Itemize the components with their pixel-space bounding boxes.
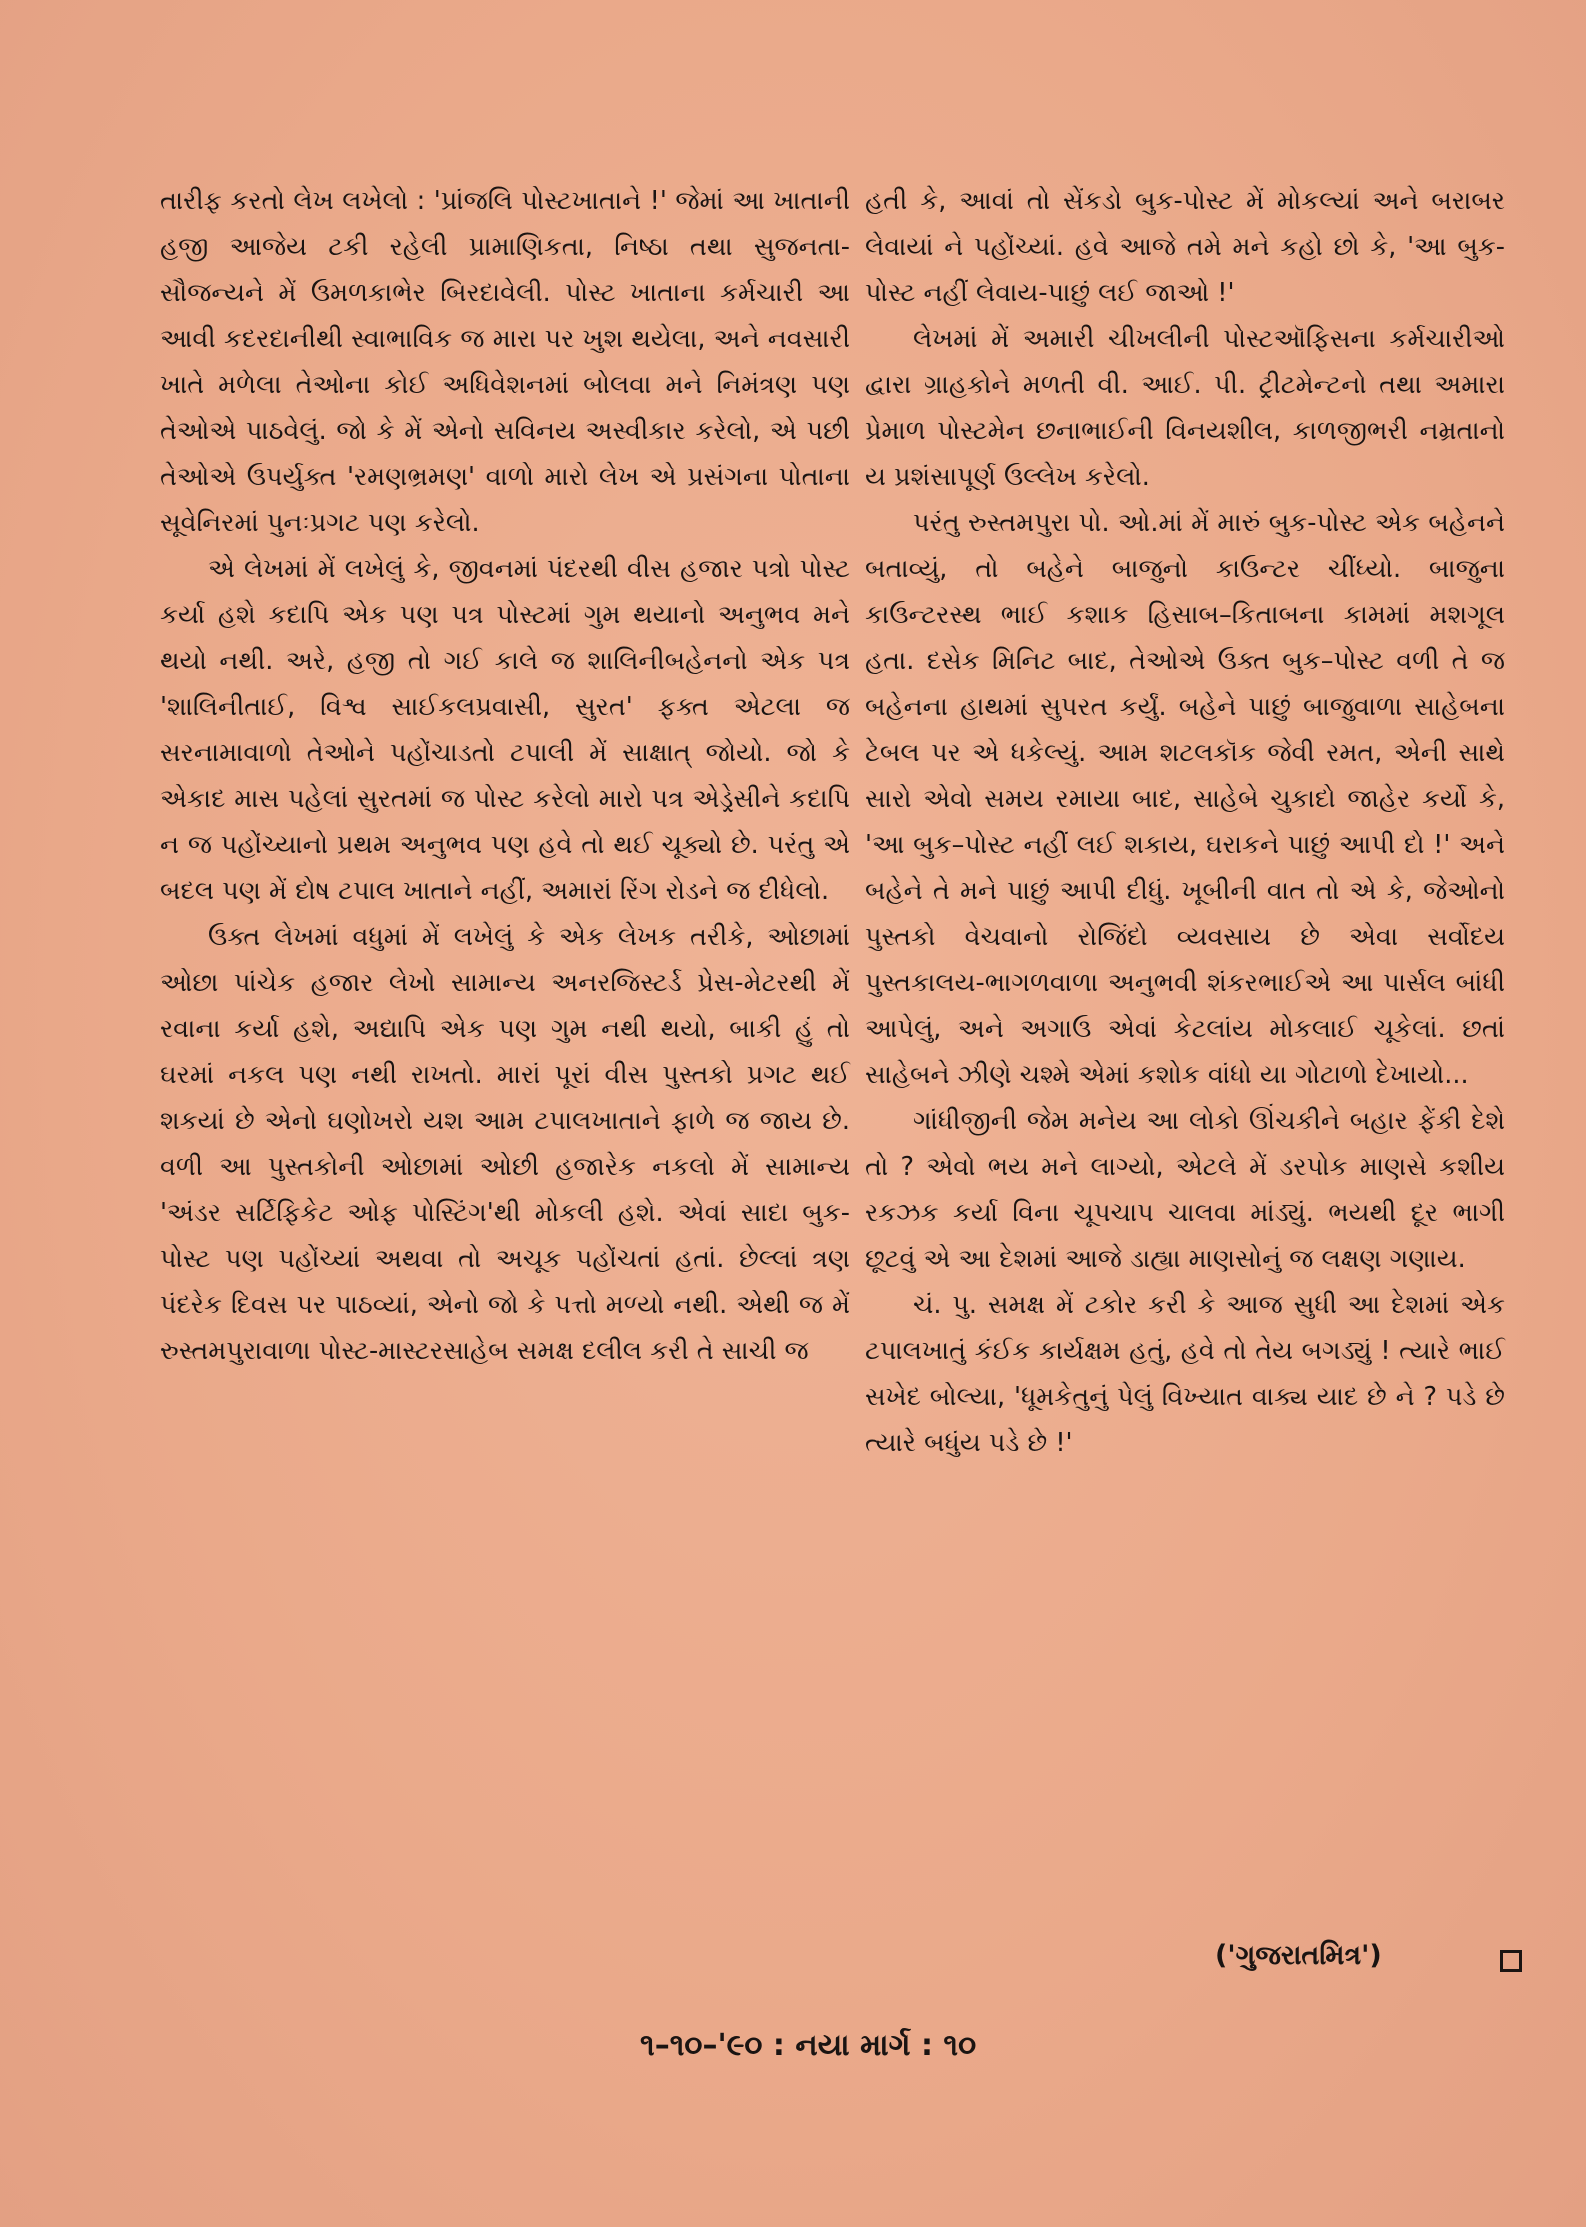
paragraph: ચં. પુ. સમક્ષ મેં ટકોર કરી કે આજ સુધી આ દેશમાં એક ટપાલખાતું કંઈક કાર્યક્ષમ હતું, હવે તો તેય બગડ્યું ! ત્યારે ભાઈ સખેદ બોલ્યા, 'ધૂમકેતુનું પેલું વિખ્યાત વાક્ય યાદ છે ને ? પડે છે ત્યારે બધુંય પડે છે !' (865, 1290, 1505, 1458)
paragraph: ઉક્ત લેખમાં વધુમાં મેં લખેલું કે એક લેખક તરીકે, ઓછામાં ઓછા પાંચેક હજાર લેખો સામાન્ય અનરજિસ્ટર્ડ પ્રેસ-મેટરથી મેં રવાના કર્યા હશે, અદ્યાપિ એક પણ ગુમ નથી થયો, બાકી હું તો ઘરમાં નકલ પણ નથી રાખતો. મારાં પૂરાં વીસ પુસ્તકો પ્રગટ થઈ શકયાં છે એનો ઘણોખરો યશ આમ ટપાલખાતાને ફાળે જ જાય છે. વળી આ પુસ્તકોની ઓછામાં ઓછી હજારેક નકલો મેં સામાન્ય 'અંડર સર્ટિફિકેટ ઓફ પોસ્ટિંગ'થી મોકલી હશે. એવાં સાદા બુક-પોસ્ટ પણ પહોંચ્યાં અથવા તો અચૂક પહોંચતાં હતાં. છેલ્લાં ત્રણ પંદરેક દિવસ પર પાઠવ્યાં, એનો જો કે પત્તો મળ્યો નથી. એથી જ મેં રુસ્તમપુરાવાળા પોસ્ટ-માસ્ટરસાહેબ સમક્ષ દલીલ કરી તે સાચી જ (160, 922, 850, 1366)
paragraph: એ લેખમાં મેં લખેલું કે, જીવનમાં પંદરથી વીસ હજાર પત્રો પોસ્ટ કર્યા હશે કદાપિ એક પણ પત્ર પોસ્ટમાં ગુમ થયાનો અનુભવ મને થયો નથી. અરે, હજી તો ગઈ કાલે જ શાલિનીબહેનનો એક પત્ર 'શાલિનીતાઈ, વિશ્વ સાઈકલપ્રવાસી, સુરત' ફક્ત એટલા જ સરનામાવાળો તેઓને પહોંચાડતો ટપાલી મેં સાક્ષાત્ જોયો. જો કે એકાદ માસ પહેલાં સુરતમાં જ પોસ્ટ કરેલો મારો પત્ર એડ્રેસીને કદાપિ ન જ પહોંચ્યાનો પ્રથમ અનુભવ પણ હવે તો થઈ ચૂક્યો છે. પરંતુ એ બદલ પણ મેં દોષ ટપાલ ખાતાને નહીં, અમારાં રિંગ રોડને જ દીધેલો. (160, 554, 850, 906)
page-footer: ૧–૧૦–'૯૦ : નયા માર્ગ : ૧૦ (640, 2028, 977, 2063)
paragraph: ગાંધીજીની જેમ મનેય આ લોકો ઊંચકીને બહાર ફેંકી દેશે તો ? એવો ભય મને લાગ્યો, એટલે મેં ડરપોક માણસે કશીય રકઝક કર્યા વિના ચૂપચાપ ચાલવા માંડ્યું. ભયથી દૂર ભાગી છૂટવું એ આ દેશમાં આજે ડાહ્યા માણસોનું જ લક્ષણ ગણાય. (865, 1106, 1505, 1274)
paragraph: તારીફ કરતો લેખ લખેલો : 'પ્રાંજલિ પોસ્ટખાતાને !' જેમાં આ ખાતાની હજી આજેય ટકી રહેલી પ્રામાણિકતા, નિષ્ઠા તથા સુજનતા-સૌજન્યને મેં ઉમળકાભેર બિરદાવેલી. પોસ્ટ ખાતાના કર્મચારી આ આવી કદરદાનીથી સ્વાભાવિક જ મારા પર ખુશ થયેલા, અને નવસારી ખાતે મળેલા તેઓના કોઈ અધિવેશનમાં બોલવા મને નિમંત્રણ પણ તેઓએ પાઠવેલું. જો કે મેં એનો સવિનય અસ્વીકાર કરેલો, એ પછી તેઓએ ઉપર્યુક્ત 'રમણભ્રમણ' વાળો મારો લેખ એ પ્રસંગના પોતાના સૂવેનિરમાં પુનઃપ્રગટ પણ કરેલો. (160, 186, 850, 538)
source-credit: ('ગુજરાતમિત્ર') (1215, 1940, 1382, 1971)
left-column (160, 178, 850, 1374)
paragraph: પરંતુ રુસ્તમપુરા પો. ઓ.માં મેં મારું બુક-પોસ્ટ એક બહેનને બતાવ્યું, તો બહેને બાજુનો કાઉન્ટર ચીંધ્યો. બાજુના કાઉન્ટરસ્થ ભાઈ કશાક હિસાબ–કિતાબના કામમાં મશગૂલ હતા. દસેક મિનિટ બાદ, તેઓએ ઉક્ત બુક–પોસ્ટ વળી તે જ બહેનના હાથમાં સુપરત કર્યું. બહેને પાછું બાજુવાળા સાહેબના ટેબલ પર એ ધકેલ્યું. આમ શટલકૉક જેવી રમત, એની સાથે સારો એવો સમય રમાયા બાદ, સાહેબે ચુકાદો જાહેર કર્યો કે, 'આ બુક–પોસ્ટ નહીં લઈ શકાય, ઘરાકને પાછું આપી દો !' અને બહેને તે મને પાછું આપી દીધું. ખૂબીની વાત તો એ કે, જેઓનો પુસ્તકો વેચવાનો રોજિંદો વ્યવસાય છે એવા સર્વોદય પુસ્તકાલય-ભાગળવાળા અનુભવી શંકરભાઈએ આ પાર્સલ બાંધી આપેલું, અને અગાઉ એવાં કેટલાંય મોકલાઈ ચૂકેલાં. છતાં સાહેબને ઝીણે ચશ્મે એમાં કશોક વાંધો યા ગોટાળો દેખાયો... (865, 508, 1505, 1090)
right-column (865, 178, 1505, 1466)
paragraph: લેખમાં મેં અમારી ચીખલીની પોસ્ટઑફિસના કર્મચારીઓ દ્વારા ગ્રાહકોને મળતી વી. આઈ. પી. ટ્રીટમેન્ટનો તથા અમારા પ્રેમાળ પોસ્ટમેન છનાભાઈની વિનયશીલ, કાળજીભરી નમ્રતાનો ય પ્રશંસાપૂર્ણ ઉલ્લેખ કરેલો. (865, 324, 1505, 492)
paragraph: હતી કે, આવાં તો સેંકડો બુક-પોસ્ટ મેં મોકલ્યાં અને બરાબર લેવાયાં ને પહોંચ્યાં. હવે આજે તમે મને કહો છો કે, 'આ બુક-પોસ્ટ નહીં લેવાય-પાછું લઈ જાઓ !' (865, 186, 1505, 308)
end-mark-icon (1500, 1950, 1522, 1972)
